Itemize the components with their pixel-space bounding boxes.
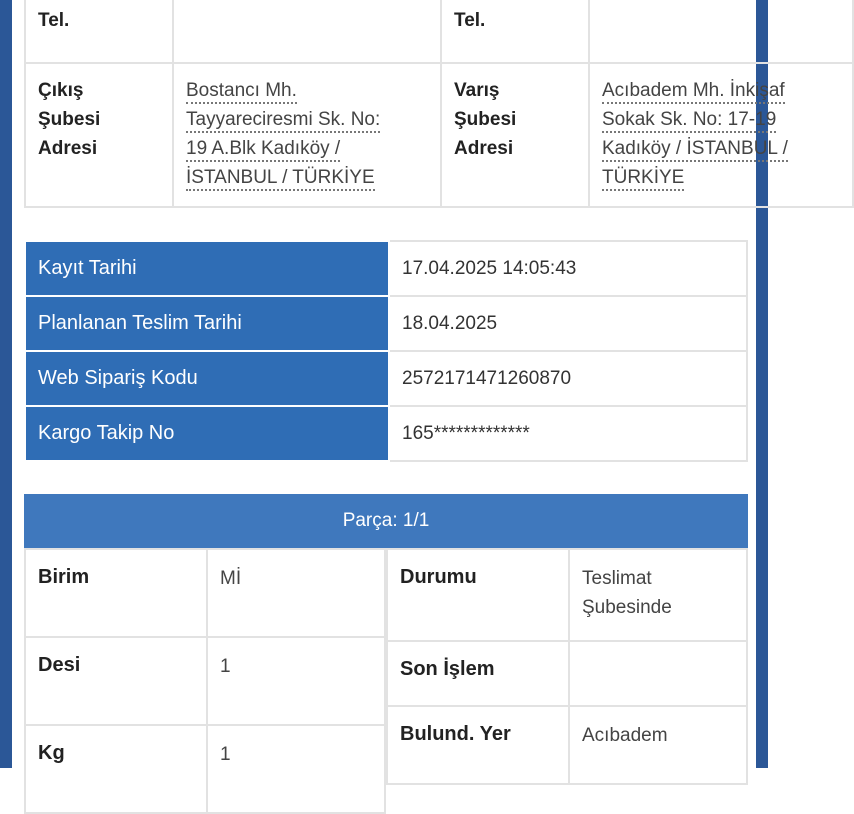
dest-address-label [441,63,589,207]
status-value [569,549,747,641]
desi-value: 1 [207,637,385,725]
info-row-tracking-number [25,406,747,461]
part-row-kg [25,725,385,813]
unit-value: Mİ [207,549,385,637]
dest-address-line[interactable]: Acıbadem Mh. İnkişaf [602,80,785,104]
registration-date-value: 17.04.2025 14:05:43 [389,241,747,296]
registration-date-label: Kayıt Tarihi [25,241,389,296]
part-row-desi [25,637,385,725]
dest-address-value[interactable] [589,63,853,207]
shipment-info-table [24,240,748,462]
tracking-number-value: 165************* [389,406,747,461]
planned-delivery-value: 18.04.2025 [389,296,747,351]
part-grid [24,548,748,814]
dest-address-label-line: Şubesi [454,109,517,130]
branch-tel-row [25,0,853,63]
location-value: Acıbadem [569,706,747,784]
part-header: Parça: 1/1 [24,494,748,548]
origin-address-line[interactable]: Tayyareciresmi Sk. No: [186,109,380,133]
status-label: Durumu [387,549,569,641]
last-action-label: Son İşlem [387,641,569,706]
origin-address-label-line: Şubesi [38,109,101,130]
info-row-web-order-code [25,351,747,406]
origin-tel-label: Tel. [25,0,173,63]
kg-value: 1 [207,725,385,813]
part-row-unit [25,549,385,637]
origin-address-label-line: Çıkış [38,80,84,101]
origin-address-line[interactable]: 19 A.Blk Kadıköy / [186,138,340,162]
dest-address-label-line: Varış [454,80,500,101]
part-left-column [24,548,386,814]
part-section [24,494,748,814]
planned-delivery-label: Planlanan Teslim Tarihi [25,296,389,351]
status-value-line: Teslimat [582,568,652,589]
location-label: Bulund. Yer [387,706,569,784]
part-right-column [386,548,748,814]
dest-tel-value [589,0,853,63]
status-value-line: Şubesinde [582,597,672,618]
dest-address-label-line: Adresi [454,138,514,159]
origin-address-line[interactable]: Bostancı Mh. [186,80,297,104]
info-row-planned-delivery [25,296,747,351]
dest-address-line[interactable]: Kadıköy / İSTANBUL / [602,138,788,162]
window-frame-left [0,0,12,768]
dest-address-line[interactable]: Sokak Sk. No: 17-19 [602,109,776,133]
origin-tel-value [173,0,441,63]
part-left-table [24,548,386,814]
origin-address-value[interactable] [173,63,441,207]
tracking-number-label: Kargo Takip No [25,406,389,461]
web-order-code-label: Web Sipariş Kodu [25,351,389,406]
origin-address-label [25,63,173,207]
shipment-detail [24,0,788,814]
branch-table [24,0,854,208]
part-right-table [386,548,748,785]
origin-address-label-line: Adresi [38,138,98,159]
dest-tel-label: Tel. [441,0,589,63]
dest-address-line[interactable]: TÜRKİYE [602,167,684,191]
info-row-registration-date [25,241,747,296]
branch-address-row [25,63,853,207]
unit-label: Birim [25,549,207,637]
last-action-value [569,641,747,706]
kg-label: Kg [25,725,207,813]
part-row-last-action [387,641,747,706]
part-row-status [387,549,747,641]
desi-label: Desi [25,637,207,725]
part-row-location [387,706,747,784]
origin-address-line[interactable]: İSTANBUL / TÜRKİYE [186,167,375,191]
web-order-code-value: 2572171471260870 [389,351,747,406]
